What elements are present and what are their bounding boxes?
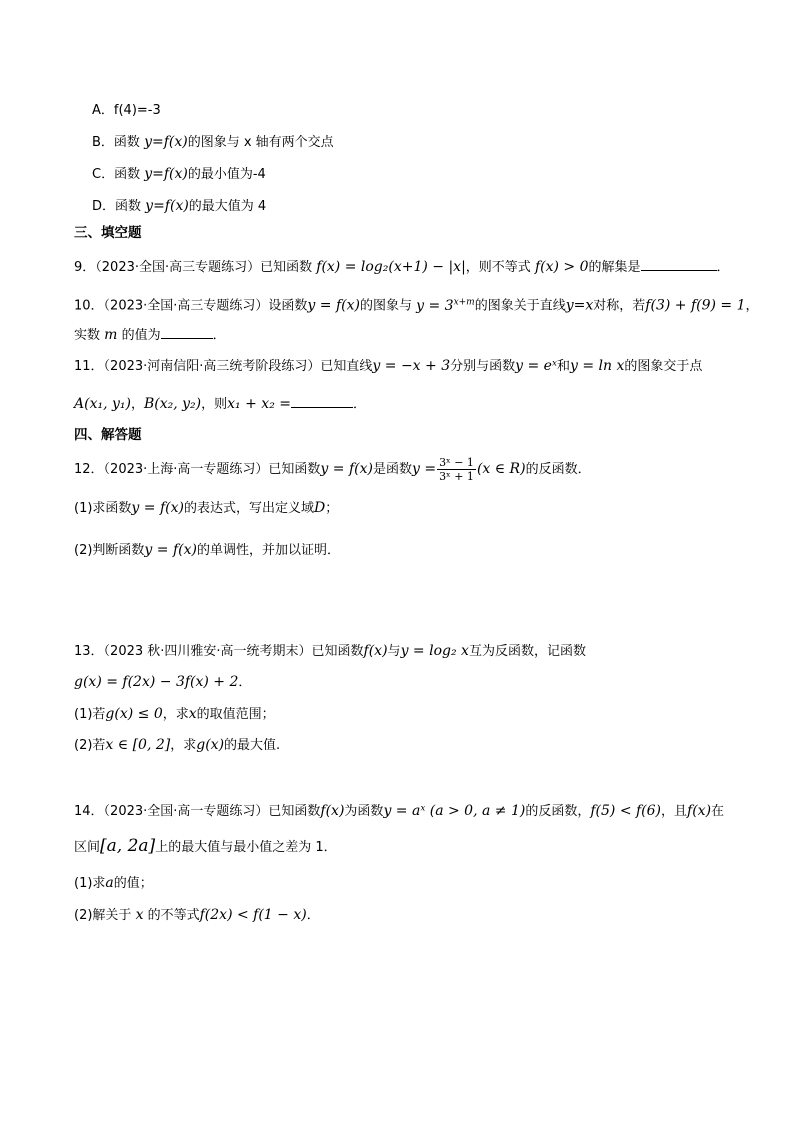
q12-fraction-denominator: 3ˣ + 1 (439, 470, 474, 483)
option-b (92, 132, 334, 153)
q14-p1-prefix: (1)求 (74, 876, 106, 891)
q13-g-formula: g(x) = f(2x) − 3f(x) + 2 (74, 674, 239, 690)
q11-mid-1: 分别与函数 (450, 359, 516, 374)
q13-p2-mid: ，求 (170, 738, 197, 753)
q9-condition: f(x) > 0 (534, 259, 589, 275)
q11-end: ． (352, 397, 366, 412)
q14-p2-mid: 的不等式 (147, 908, 200, 923)
q10-formula-1: y = f(x) (307, 297, 360, 314)
q13-p2-formula: x ∈ [0, 2] (105, 737, 171, 753)
q13-g-end: ． (238, 675, 252, 690)
q11-formula-1: y = −x + 3 (372, 358, 451, 374)
q12-mid-1: 是函数 (372, 462, 412, 477)
option-a-text: A．f(4)=-3 (92, 103, 161, 118)
question-12-part-1 (74, 498, 338, 519)
q14-mid-2: 的反函数， (525, 804, 591, 819)
q10-formula-2 (416, 298, 475, 314)
q11-lead: 11．（2023·河南信阳·高三统考阶段练习）已知直线 (74, 359, 373, 374)
q10-answer-blank[interactable] (161, 324, 213, 339)
q14-p2-formula: f(2x) < f(1 − x) (199, 907, 307, 923)
q14-formula-2: y = aˣ (a > 0, a ≠ 1) (383, 803, 526, 819)
q10-var-m: m (104, 327, 118, 343)
question-14-part-2 (74, 905, 320, 926)
question-13 (74, 641, 586, 662)
q14-formula-3: f(5) < f(6) (590, 803, 662, 819)
q13-end: 互为反函数，记函数 (468, 644, 586, 659)
q11-formula-4: x₁ + x₂ = (227, 396, 291, 412)
q13-p1-mid: ，求 (162, 707, 189, 722)
q10-formula-2-base: y = 3 (416, 297, 454, 314)
q10-line2-end: ． (212, 328, 226, 343)
option-c-prefix: C．函数 (92, 167, 145, 182)
q10-formula-2-exp: x+m (453, 297, 475, 307)
q12-p1-var: D (313, 500, 326, 516)
q12-fraction-numerator: 3ˣ − 1 (439, 456, 474, 469)
q12-fraction (437, 456, 476, 483)
q13-p2-tail: 的最大值. (224, 738, 281, 753)
q14-interval: [a, 2a] (100, 836, 156, 856)
option-d (92, 196, 266, 217)
section-heading-solve: 四、解答题 (74, 427, 142, 443)
q11-sep: ， (130, 397, 144, 412)
question-10-line-2 (74, 324, 226, 346)
option-a (92, 101, 161, 121)
q14-formula-4: f(x) (687, 803, 712, 819)
q13-formula-2: y = log₂ x (400, 643, 469, 659)
q12-p2-tail: 的单调性，并加以证明． (196, 543, 340, 558)
question-11-line-2 (74, 393, 366, 415)
q14-p2-end: ． (306, 908, 320, 923)
q13-p2-g: g(x) (196, 737, 225, 753)
q10-formula-3: y=x (565, 297, 594, 314)
q14-p2-prefix: (2)解关于 (74, 908, 132, 923)
q11-formula-3: y = ln x (569, 358, 625, 374)
q12-formula-2: y = (411, 461, 437, 477)
q14-lead: 14．（2023·全国·高一专题练习）已知函数 (74, 804, 321, 819)
option-c (92, 164, 266, 185)
question-10 (74, 292, 759, 317)
q14-end-1: 在 (711, 804, 725, 819)
option-d-formula: y=f(x) (145, 198, 189, 214)
q12-end: 的反函数． (525, 462, 591, 477)
q12-p2-prefix: (2)判断函数 (74, 543, 145, 558)
q10-line2-prefix: 实数 (74, 328, 101, 343)
q14-mid-1: 为函数 (344, 804, 384, 819)
q13-p2-prefix: (2)若 (74, 738, 106, 753)
q13-p1-prefix: (1)若 (74, 707, 106, 722)
q9-formula: f(x) = log₂(x+1) − |x| (316, 259, 466, 275)
option-d-prefix: D．函数 (92, 199, 146, 214)
q11-mid-4: ，则 (201, 397, 228, 412)
q13-p1-formula: g(x) ≤ 0 (105, 706, 163, 722)
q10-end-1: ， (745, 298, 759, 314)
option-b-formula: y=f(x) (144, 134, 188, 150)
q14-mid-3: ，且 (661, 804, 688, 819)
q14-line2-prefix: 区间 (74, 840, 101, 855)
q9-tail: 的解集是 (588, 260, 641, 275)
q10-mid-2: 的图象关于直线 (474, 298, 566, 314)
question-13-g-definition (74, 672, 251, 693)
q12-p1-formula: y = f(x) (131, 500, 184, 516)
option-c-suffix: 的最小值为-4 (187, 167, 266, 182)
q14-line2-tail: 上的最大值与最小值之差为 1． (155, 840, 337, 855)
question-12-part-2 (74, 540, 340, 561)
q14-formula-1: f(x) (320, 803, 345, 819)
q13-lead: 13．（2023 秋·四川雅安·高一统考期末）已知函数 (74, 644, 364, 659)
q10-lead: 10．（2023·全国·高三专题练习）设函数 (74, 298, 308, 314)
option-b-prefix: B．函数 (92, 135, 145, 150)
q11-mid-3: 的图象交于点 (624, 359, 703, 374)
q12-p2-formula: y = f(x) (144, 542, 197, 558)
q10-mid-1: 的图象与 (359, 298, 412, 314)
q14-p1-tail: 的值； (113, 876, 153, 891)
q12-p1-prefix: (1)求函数 (74, 501, 132, 516)
option-d-suffix: 的最大值为 4 (188, 199, 267, 214)
question-9 (74, 256, 730, 278)
q14-p1-var: a (105, 875, 114, 891)
q12-domain: (x ∈ R) (476, 461, 526, 477)
question-14-part-1 (74, 873, 153, 894)
q14-p2-var: x (135, 907, 144, 923)
question-13-part-1 (74, 704, 275, 725)
option-c-formula: y=f(x) (144, 166, 188, 182)
q13-formula-1: f(x) (363, 643, 388, 659)
q12-p1-end: ； (325, 501, 339, 516)
q11-point-b: B(x₂, y₂) (143, 396, 202, 412)
question-11 (74, 356, 702, 377)
q11-formula-2: y = eˣ (515, 358, 557, 374)
question-14-line-2 (74, 836, 337, 858)
q9-answer-blank[interactable] (641, 256, 717, 271)
q9-mid: ，则不等式 (465, 260, 531, 275)
q13-mid-1: 与 (387, 644, 401, 659)
q12-p1-tail: 的表达式，写出定义域 (183, 501, 314, 516)
q12-lead: 12．（2023·上海·高一专题练习）已知函数 (74, 462, 321, 477)
question-12 (74, 452, 591, 487)
q13-p1-tail: 的取值范围； (196, 707, 275, 722)
q9-end: ． (716, 260, 730, 275)
question-13-part-2 (74, 735, 280, 756)
option-b-suffix: 的图象与 x 轴有两个交点 (187, 135, 334, 150)
q11-point-a: A(x₁, y₁) (74, 396, 131, 412)
q12-formula-1: y = f(x) (320, 461, 373, 477)
section-heading-fill-blank: 三、填空题 (74, 225, 142, 241)
question-14 (74, 801, 724, 822)
q10-line2-mid: 的值为 (121, 328, 161, 343)
q11-mid-2: 和 (556, 359, 570, 374)
q9-lead: 9．（2023·全国·高三专题练习）已知函数 (74, 260, 313, 275)
q13-p1-var: x (188, 706, 197, 722)
q10-formula-4: f(3) + f(9) = 1 (645, 297, 746, 314)
q11-answer-blank[interactable] (291, 393, 353, 408)
q10-mid-3: 对称，若 (593, 298, 646, 314)
